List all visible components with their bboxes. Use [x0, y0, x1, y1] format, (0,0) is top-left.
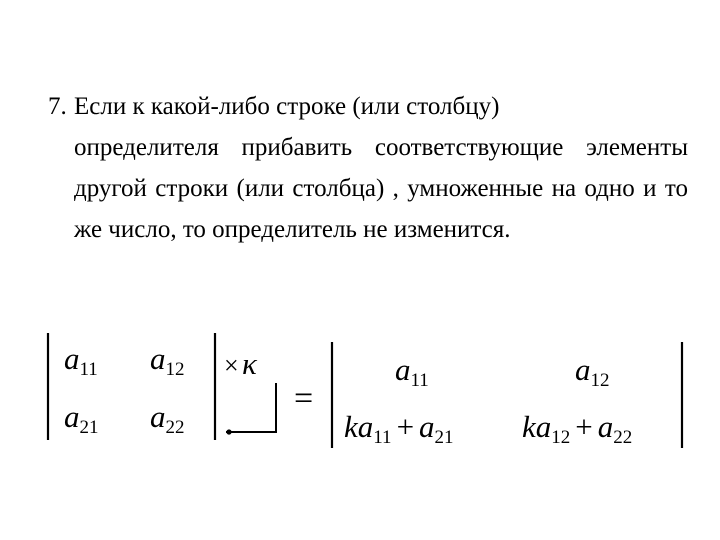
times-sign: × — [224, 351, 239, 380]
right-row2-col2: ka12 + a22 — [522, 409, 633, 448]
row-arrow — [226, 383, 276, 432]
left-a22: a22 — [150, 399, 185, 438]
rule-first-line-text: Если к какой-либо строке (или столбцу) — [74, 93, 500, 120]
rule-continuation: определителя прибавить соответствующие элементы другой строки (или столбца) , умноженные на одно и то же число, то определитель не изменится. — [74, 134, 688, 243]
left-a11: a11 — [64, 341, 98, 380]
equals-sign: = — [294, 380, 314, 417]
row-arrow-dot — [226, 429, 231, 434]
left-a12: a12 — [150, 341, 185, 380]
right-row2-col1: ka11 + a21 — [344, 409, 454, 448]
right-a12: a12 — [575, 352, 610, 391]
left-a21: a21 — [64, 399, 99, 438]
rule-number: 7. — [48, 93, 67, 120]
multiplier-k: κ — [242, 346, 257, 381]
right-a11: a11 — [395, 352, 429, 391]
